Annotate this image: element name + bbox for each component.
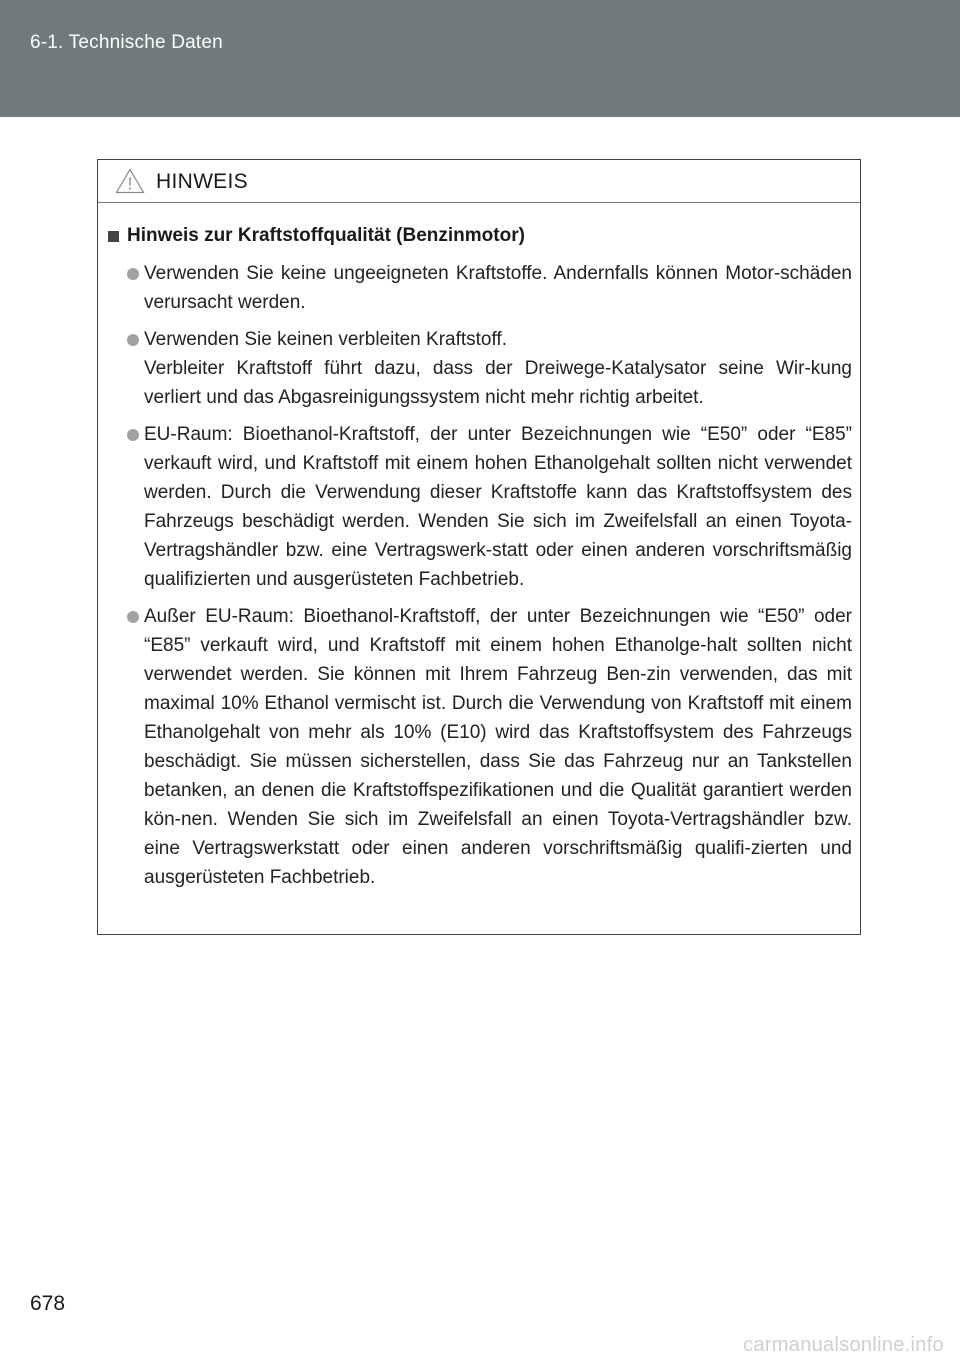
item-text: Verwenden Sie keinen verbleiten Kraftstoff. — [144, 329, 507, 350]
page-header — [0, 0, 960, 117]
watermark: carmanualsonline.info — [743, 1334, 944, 1356]
section-title: 6-1. Technische Daten — [30, 32, 223, 53]
bullet-dot-icon — [127, 611, 139, 623]
bullet-dot-icon — [127, 334, 139, 346]
item-text: Außer EU-Raum: Bioethanol-Kraftstoff, der unter Bezeichnungen wie “E50” oder “E85” verkauft wird, und Kraftstoff mit einem hohen Ethanolge-halt sollten nicht verwendet werden. Sie können mit Ihrem Fahrzeug Ben-zin verwenden, das mit maximal 10% Ethanol vermischt ist. Durch die Verwendung von Kraftstoff mit einem Ethanolgehalt von mehr als 10% (E10) wird das Kraftstoffsystem des Fahrzeugs beschädigt. Sie müssen sicherstellen, dass Sie das Fahrzeug nur an Tankstellen betanken, an denen die Kraftstoffspezifikationen und die Qualität garantiert werden kön-nen. Wenden Sie sich im Zweifelsfall an einen Toyota-Vertragshändler bzw. eine Vertragswerkstatt oder einen anderen vorschriftsmäßig qualifi-zierten und ausgerüsteten Fachbetrieb. — [144, 606, 852, 888]
list-item — [108, 602, 852, 892]
bullet-dot-icon — [127, 268, 139, 280]
item-text: EU-Raum: Bioethanol-Kraftstoff, der unter Bezeichnungen wie “E50” oder “E85” verkauft wird, und Kraftstoff mit einem hohen Ethanolgehalt sollten nicht verwendet werden. Durch die Verwendung dieser Kraftstoffe kann das Kraftstoffsystem des Fahrzeugs beschädigt werden. Wenden Sie sich im Zweifelsfall an einen Toyota-Vertragshändler bzw. eine Vertragswerk-statt oder einen anderen vorschriftsmäßig qualifizierten und ausgerüsteten Fachbetrieb. — [144, 424, 852, 590]
item-text: Verwenden Sie keine ungeeigneten Kraftstoffe. Andernfalls können Motor-schäden verursacht werden. — [144, 263, 852, 313]
item-text: Verbleiter Kraftstoff führt dazu, dass der Dreiwege-Katalysator seine Wir-kung verliert und das Abgasreinigungssystem nicht mehr richtig arbeitet. — [144, 358, 852, 408]
warning-triangle-icon — [115, 168, 145, 194]
list-item — [108, 325, 852, 412]
square-bullet-icon — [108, 231, 119, 242]
notice-body — [98, 203, 860, 892]
page-number: 678 — [30, 1292, 66, 1315]
notice-header — [98, 160, 860, 203]
list-item — [108, 420, 852, 594]
notice-box — [97, 159, 861, 935]
section-heading-text: Hinweis zur Kraftstoffqualität (Benzinmotor) — [127, 225, 525, 246]
notice-title: HINWEIS — [156, 170, 248, 193]
section-heading — [108, 221, 852, 251]
list-item — [108, 259, 852, 317]
bullet-dot-icon — [127, 429, 139, 441]
